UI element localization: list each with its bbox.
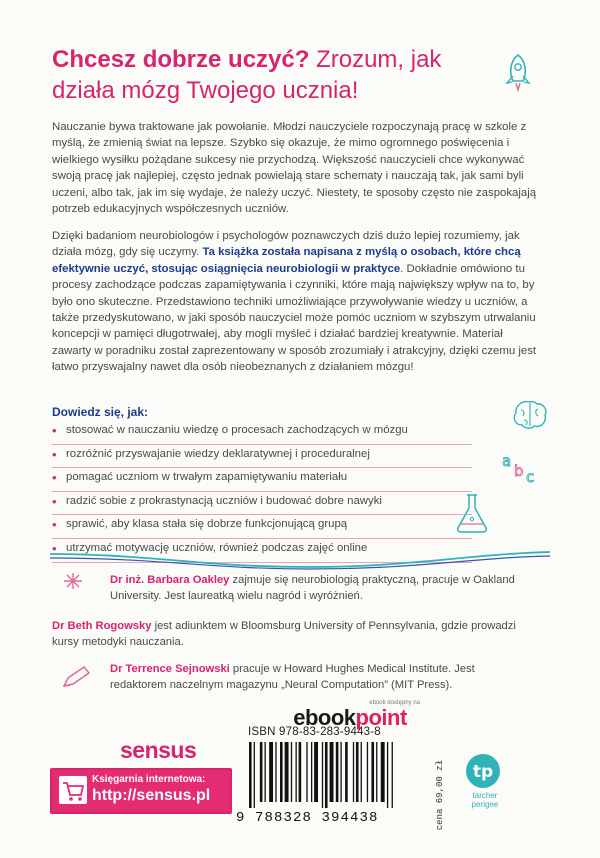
learn-title: Dowiedz się, jak: — [52, 405, 149, 419]
barcode-bar — [285, 742, 289, 802]
barcode — [247, 742, 437, 808]
barcode-bar — [325, 742, 328, 808]
author-text: pracuje w Howard Hughes Medical Institute. Jest redaktorem naczelnym magazynu „Neural Computation” (MIT Press). — [110, 663, 475, 691]
isbn-label: ISBN 978-83-283-9443-8 — [248, 726, 381, 738]
barcode-bar — [381, 742, 385, 802]
store-label: Księgarnia internetowa: — [92, 774, 206, 785]
barcode-bar — [291, 742, 292, 802]
barcode-bar — [353, 742, 354, 802]
list-item: • stosować w nauczaniu wiedzę o procesach zachodzących w mózgu — [52, 421, 472, 445]
barcode-bar — [296, 742, 297, 802]
barcode-bar — [249, 742, 252, 808]
store-url[interactable]: http://sensus.pl — [92, 787, 211, 804]
barcode-bar — [299, 742, 302, 802]
barcode-bar — [340, 742, 341, 802]
svg-text:c: c — [526, 468, 535, 484]
barcode-bar — [361, 742, 362, 802]
author-text: jest adiunktem w Bloomsburg University of Pennsylvania, gdzie prowadzi kursy metodyki nauczania. — [52, 620, 516, 648]
barcode-bar — [371, 742, 374, 802]
list-item: • utrzymać motywację uczniów, również podczas zajęć online — [52, 539, 472, 563]
barcode-bar — [260, 742, 263, 802]
intro-paragraph: Nauczanie bywa traktowane jak powołanie. Młodzi nauczyciele rozpoczynają pracę w szkole z myślą, że zmienią świat na lepsze. Szybko się okazuje, że mimo ogromnego poświęcenia i wielkiego wysiłku pożądane sukcesy nie przychodzą. Większość nauczycieli chce wykonywać swoją pracę jak najlepiej, często jednak powielają stare schematy i nauczają tak, jak sami byli uczeni, albo tak, jak im się wydaje, że należy uczyć. Niestety, te sposoby często nie zaspokajają potrzeb edukacyjnych współczesnych uczniów. — [52, 121, 537, 216]
barcode-bar — [269, 742, 273, 802]
svg-text:b: b — [514, 462, 524, 480]
author-name: Dr inż. Barbara Oakley — [110, 574, 230, 586]
barcode-digits: 9 788328 394438 — [236, 810, 379, 826]
barcode-bar — [254, 742, 255, 808]
rocket-icon — [500, 52, 536, 92]
sensus-logo: sensus — [120, 737, 197, 763]
author-name: Dr Terrence Sejnowski — [110, 663, 230, 675]
svg-text:tp: tp — [472, 762, 494, 782]
publisher-name-line2: perigee — [471, 800, 499, 809]
publisher-logo — [465, 753, 501, 789]
body-highlight: Ta książka została napisana z myślą o osobach, które chcą efektywnie uczyć, stosując osiągnięcia neurobiologii w praktyce — [52, 246, 521, 275]
flask-icon — [452, 492, 492, 534]
barcode-bar — [376, 742, 377, 802]
barcode-bar — [314, 742, 318, 802]
barcode-bar — [336, 742, 339, 802]
pencil-icon — [60, 664, 92, 690]
body-paragraph — [52, 228, 538, 376]
barcode-bar — [311, 742, 312, 802]
barcode-bar — [265, 742, 266, 802]
svg-text:a: a — [502, 452, 512, 470]
headline-bold: Chcesz dobrze uczyć? — [52, 46, 310, 73]
cart-icon — [58, 775, 88, 805]
ebook-available-text: ebook dostępny na — [369, 700, 420, 706]
publisher-name-line1: tarcher — [472, 791, 498, 800]
author-bio — [52, 619, 522, 650]
list-item: • sprawić, aby klasa stała się dobrze funkcjonującą grupą — [52, 515, 472, 539]
abc-icon — [500, 450, 540, 484]
barcode-bar — [280, 742, 283, 802]
barcode-bar — [367, 742, 368, 802]
barcode-bar — [356, 742, 359, 802]
list-item: • pomagać uczniom w trwałym zapamiętywaniu materiału — [52, 468, 472, 492]
price-code: cena 69,00 zł — [435, 760, 445, 831]
body-after: . Dokładnie omówiono tu procesy zachodzące podczas zapamiętywania i czynniki, które mają największy wpływ na to, by było ono skuteczne. Przedstawiono techniki umożliwiające przywoływanie wiedzy u uczniów, a także przedyskutowano, w jaki sposób nauczyciel może pomóc uczniom w szybszym utrwalaniu koncepcji w pamięci długotrwałej, aby mogli myśleć i działać bardziej kreatywnie. Materiał zawarty w poradniku został zaprezentowany w sposób zrozumiały i atrakcyjny, dzięki czemu jest łatwo przyswajalny nawet dla osób nieobeznanych z działaniem mózgu! — [52, 262, 537, 374]
author-bio — [110, 662, 530, 693]
ebook-logo-part-a: ebook — [293, 705, 356, 730]
barcode-bar — [392, 742, 393, 808]
brain-icon — [510, 398, 550, 432]
author-name: Dr Beth Rogowsky — [52, 620, 152, 632]
barcode-bar — [330, 742, 334, 802]
headline — [52, 44, 492, 106]
barcode-bar — [322, 742, 323, 808]
sparkle-icon — [60, 570, 86, 592]
list-item: • radzić sobie z prokrastynacją uczniów i budować dobre nawyki — [52, 492, 472, 516]
body-before: Dzięki badaniom neurobiologów i psychologów poznawczych dziś dużo lepiej rozumiemy, jak działa mózg, gdy się uczymy. — [52, 230, 520, 259]
barcode-bar — [345, 742, 348, 802]
barcode-bar — [306, 742, 307, 802]
publisher-name — [462, 791, 508, 809]
ebook-logo-part-b: point — [355, 705, 407, 730]
store-banner[interactable] — [50, 768, 232, 814]
wave-divider — [50, 550, 550, 570]
author-bio — [110, 573, 530, 604]
headline-rest: Zrozum, jak działa mózg Twojego ucznia! — [52, 46, 442, 104]
learn-list — [52, 421, 472, 563]
author-text: zajmuje się neurobiologią praktyczną, pracuje w Oakland University. Jest laureatką wielu nagród i wyróżnień. — [110, 574, 515, 602]
list-item: • rozróżnić przyswajanie wiedzy deklaratywnej i proceduralnej — [52, 445, 472, 469]
barcode-bar — [387, 742, 388, 808]
barcode-bar — [275, 742, 276, 802]
